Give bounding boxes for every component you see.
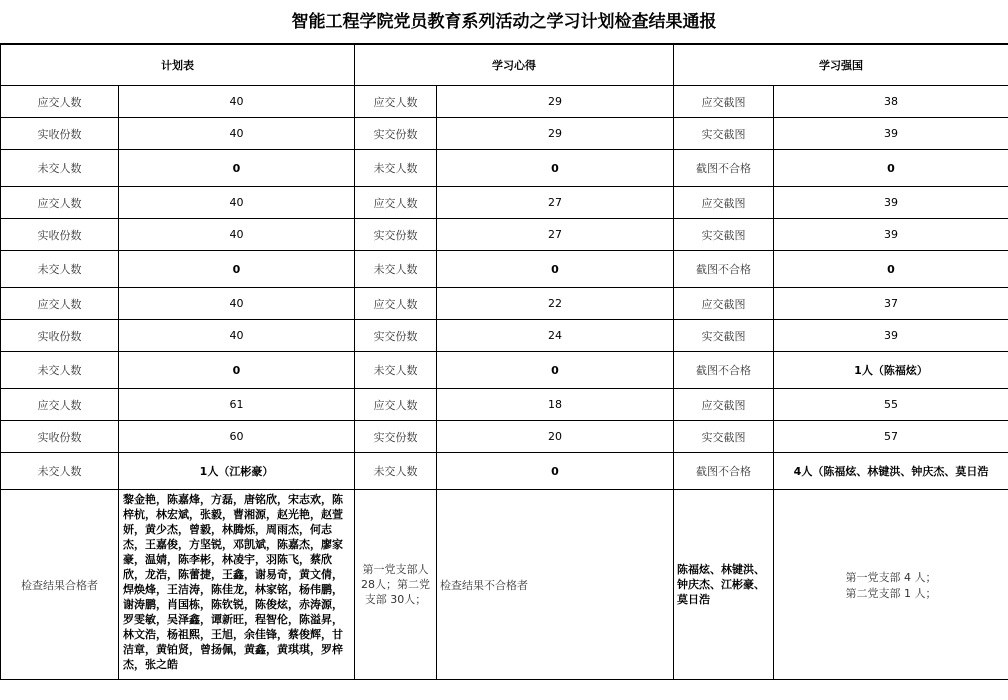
pass-label: 检查结果合格者 <box>1 490 119 680</box>
row-value-plan: 40 <box>119 320 355 352</box>
row-label-plan: 应交人数 <box>1 86 119 118</box>
row-label-notes: 应交人数 <box>355 187 437 219</box>
row-label-xuexi: 实交截图 <box>674 320 774 352</box>
table-row <box>1 86 1008 118</box>
row-label-notes: 未交人数 <box>355 453 437 490</box>
row-label-notes: 未交人数 <box>355 150 437 187</box>
row-label-xuexi: 截图不合格 <box>674 251 774 288</box>
table-row <box>1 453 1008 490</box>
row-value-plan: 1人（江彬豪） <box>119 453 355 490</box>
row-label-xuexi: 截图不合格 <box>674 453 774 490</box>
branch-right-line-2: 第二党支部 1 人； <box>845 586 937 600</box>
header-notes: 学习心得 <box>355 45 674 86</box>
table-row <box>1 187 1008 219</box>
row-value-notes: 20 <box>437 421 674 453</box>
table-row <box>1 320 1008 352</box>
row-label-notes: 应交人数 <box>355 86 437 118</box>
row-value-xuexi: 4人（陈福炫、林键洪、钟庆杰、莫日浩 <box>774 453 1008 490</box>
branch-right-line-1: 第一党支部 4 人； <box>845 570 937 584</box>
fail-label: 检查结果不合格者 <box>437 490 674 680</box>
row-label-plan: 实收份数 <box>1 421 119 453</box>
row-value-notes: 29 <box>437 86 674 118</box>
row-label-notes: 应交人数 <box>355 389 437 421</box>
table-row <box>1 352 1008 389</box>
row-label-xuexi: 截图不合格 <box>674 150 774 187</box>
table-row <box>1 421 1008 453</box>
row-value-plan: 40 <box>119 118 355 150</box>
row-label-xuexi: 实交截图 <box>674 118 774 150</box>
row-value-notes: 27 <box>437 219 674 251</box>
branch-count-left: 第一党支部人28人；第二党支部 30人； <box>355 490 437 680</box>
row-value-xuexi: 38 <box>774 86 1008 118</box>
row-label-plan: 未交人数 <box>1 352 119 389</box>
header-row <box>1 45 1008 86</box>
row-value-notes: 0 <box>437 251 674 288</box>
row-value-notes: 18 <box>437 389 674 421</box>
row-value-plan: 61 <box>119 389 355 421</box>
row-label-plan: 应交人数 <box>1 187 119 219</box>
row-label-plan: 实收份数 <box>1 219 119 251</box>
row-value-plan: 60 <box>119 421 355 453</box>
table-row <box>1 118 1008 150</box>
row-label-plan: 未交人数 <box>1 251 119 288</box>
row-label-xuexi: 应交截图 <box>674 86 774 118</box>
row-label-xuexi: 实交截图 <box>674 421 774 453</box>
report-title: 智能工程学院党员教育系列活动之学习计划检查结果通报 <box>0 0 1008 44</box>
row-value-notes: 0 <box>437 352 674 389</box>
row-label-notes: 实交份数 <box>355 320 437 352</box>
row-label-plan: 应交人数 <box>1 389 119 421</box>
table-row <box>1 288 1008 320</box>
row-value-xuexi: 39 <box>774 219 1008 251</box>
row-label-notes: 未交人数 <box>355 352 437 389</box>
row-value-plan: 40 <box>119 86 355 118</box>
row-value-notes: 0 <box>437 150 674 187</box>
row-value-xuexi: 57 <box>774 421 1008 453</box>
row-label-plan: 实收份数 <box>1 320 119 352</box>
row-value-plan: 40 <box>119 288 355 320</box>
fail-names: 陈福炫、林键洪、钟庆杰、江彬豪、莫日浩 <box>674 490 774 680</box>
row-label-plan: 未交人数 <box>1 453 119 490</box>
row-label-notes: 实交份数 <box>355 219 437 251</box>
row-value-xuexi: 37 <box>774 288 1008 320</box>
row-value-xuexi: 0 <box>774 150 1008 187</box>
row-value-plan: 0 <box>119 251 355 288</box>
branch-count-right <box>774 490 1008 680</box>
table-row <box>1 219 1008 251</box>
row-value-notes: 22 <box>437 288 674 320</box>
row-value-notes: 29 <box>437 118 674 150</box>
row-label-notes: 实交份数 <box>355 118 437 150</box>
row-label-plan: 未交人数 <box>1 150 119 187</box>
row-value-notes: 24 <box>437 320 674 352</box>
row-value-notes: 0 <box>437 453 674 490</box>
row-value-plan: 0 <box>119 352 355 389</box>
row-value-xuexi: 39 <box>774 118 1008 150</box>
header-xuexi: 学习强国 <box>674 45 1008 86</box>
row-label-xuexi: 应交截图 <box>674 288 774 320</box>
row-label-plan: 应交人数 <box>1 288 119 320</box>
row-label-notes: 应交人数 <box>355 288 437 320</box>
table-row <box>1 389 1008 421</box>
table-row <box>1 150 1008 187</box>
header-plan: 计划表 <box>1 45 355 86</box>
row-value-xuexi: 39 <box>774 187 1008 219</box>
row-label-xuexi: 实交截图 <box>674 219 774 251</box>
results-table <box>0 44 1008 680</box>
row-label-notes: 未交人数 <box>355 251 437 288</box>
row-value-plan: 40 <box>119 187 355 219</box>
row-value-xuexi: 1人（陈福炫） <box>774 352 1008 389</box>
row-value-plan: 40 <box>119 219 355 251</box>
pass-names: 黎金艳，陈嘉烽，方磊，唐铭欣，宋志欢，陈梓杭，林宏斌，张毅，曹湘源，赵光艳，赵萱妍，黄少杰，曾毅，林腾烁，周雨杰，何志杰，王嘉俊，方坚锐，邓凯斌，陈嘉杰，廖家豪，温婧，陈李彬，林凌宇，羽陈飞，蔡欣欣，龙浩，陈蕾捷，王鑫，谢易奇，黄文倩，焊焕烽，王洁涛，陈佳龙，林家铭，杨伟鹏，谢涛鹏，肖国栋，陈钦锐，陈俊炫，赤涛源，罗雯敏，吴泽鑫，谭新旺，程智伦，陈溢昇，林文浩，杨祖熙，王旭，余佳锋，蔡俊辉，甘洁章，黄铂贤，曾扬佩，黄鑫，黄琪琪，罗梓杰，张之皓 <box>119 490 355 680</box>
row-label-xuexi: 截图不合格 <box>674 352 774 389</box>
table-row <box>1 251 1008 288</box>
row-label-notes: 实交份数 <box>355 421 437 453</box>
row-value-xuexi: 39 <box>774 320 1008 352</box>
row-label-xuexi: 应交截图 <box>674 389 774 421</box>
row-value-xuexi: 55 <box>774 389 1008 421</box>
row-value-plan: 0 <box>119 150 355 187</box>
row-value-xuexi: 0 <box>774 251 1008 288</box>
row-label-xuexi: 应交截图 <box>674 187 774 219</box>
row-value-notes: 27 <box>437 187 674 219</box>
summary-row <box>1 490 1008 680</box>
row-label-plan: 实收份数 <box>1 118 119 150</box>
